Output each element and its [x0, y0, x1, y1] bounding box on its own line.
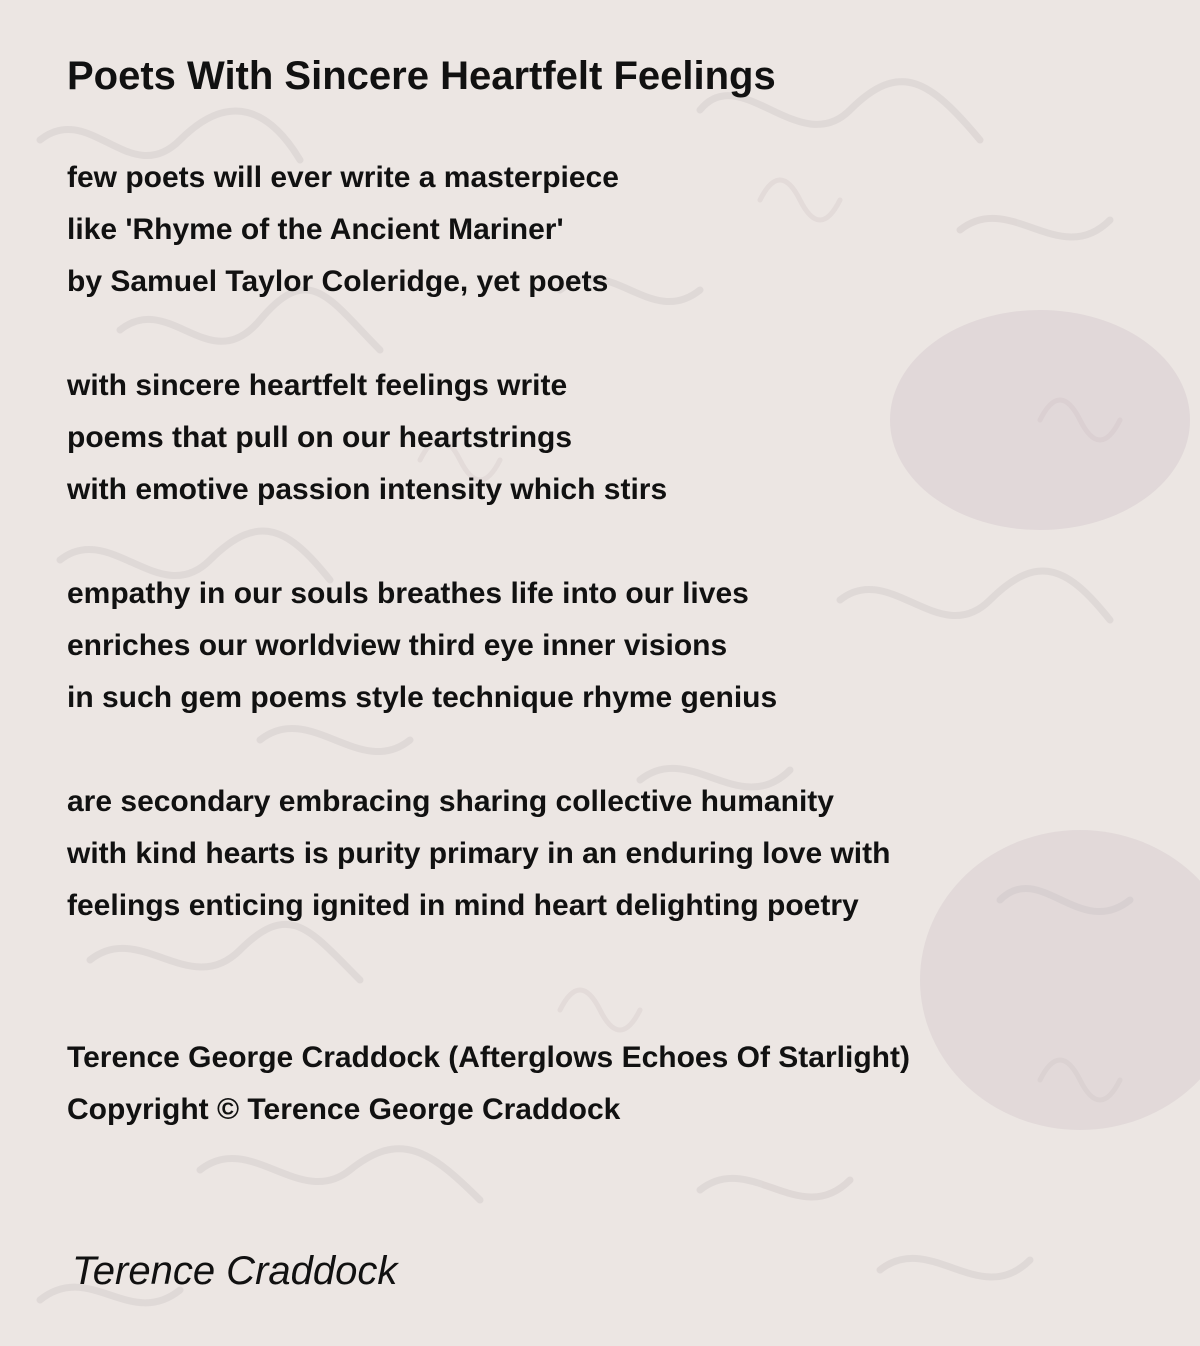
- poem-credits: [67, 1032, 910, 1136]
- poem-title: Poets With Sincere Heartfelt Feelings: [67, 54, 776, 98]
- poem-line: like 'Rhyme of the Ancient Mariner': [67, 213, 564, 246]
- poem-line: with sincere heartfelt feelings write: [67, 369, 568, 402]
- poem-line: enriches our worldview third eye inner visions: [67, 629, 728, 662]
- author-signature: Terence Craddock: [72, 1249, 398, 1293]
- stanza-break: [67, 516, 1157, 568]
- stanza-2: [67, 360, 1157, 568]
- poem-body: [67, 152, 1157, 932]
- poem-line: poems that pull on our heartstrings: [67, 421, 573, 454]
- poem-line: feelings enticing ignited in mind heart delighting poetry: [67, 889, 859, 922]
- poem-line: by Samuel Taylor Coleridge, yet poets: [67, 265, 609, 298]
- poem-line: with emotive passion intensity which stirs: [67, 473, 668, 506]
- poem-line: are secondary embracing sharing collective humanity: [67, 785, 834, 818]
- stanza-break: [67, 724, 1157, 776]
- poem-page: [67, 50, 1157, 1126]
- poem-line: in such gem poems style technique rhyme genius: [67, 681, 778, 714]
- author-attribution: Terence George Craddock (Afterglows Echoes Of Starlight): [67, 1041, 910, 1074]
- stanza-break: [67, 308, 1157, 360]
- poem-line: empathy in our souls breathes life into our lives: [67, 577, 749, 610]
- stanza-1: [67, 152, 1157, 360]
- poem-line: with kind hearts is purity primary in an enduring love with: [67, 837, 891, 870]
- copyright-notice: Copyright © Terence George Craddock: [67, 1093, 621, 1126]
- stanza-4: [67, 776, 1157, 932]
- stanza-3: [67, 568, 1157, 776]
- poem-line: few poets will ever write a masterpiece: [67, 161, 619, 194]
